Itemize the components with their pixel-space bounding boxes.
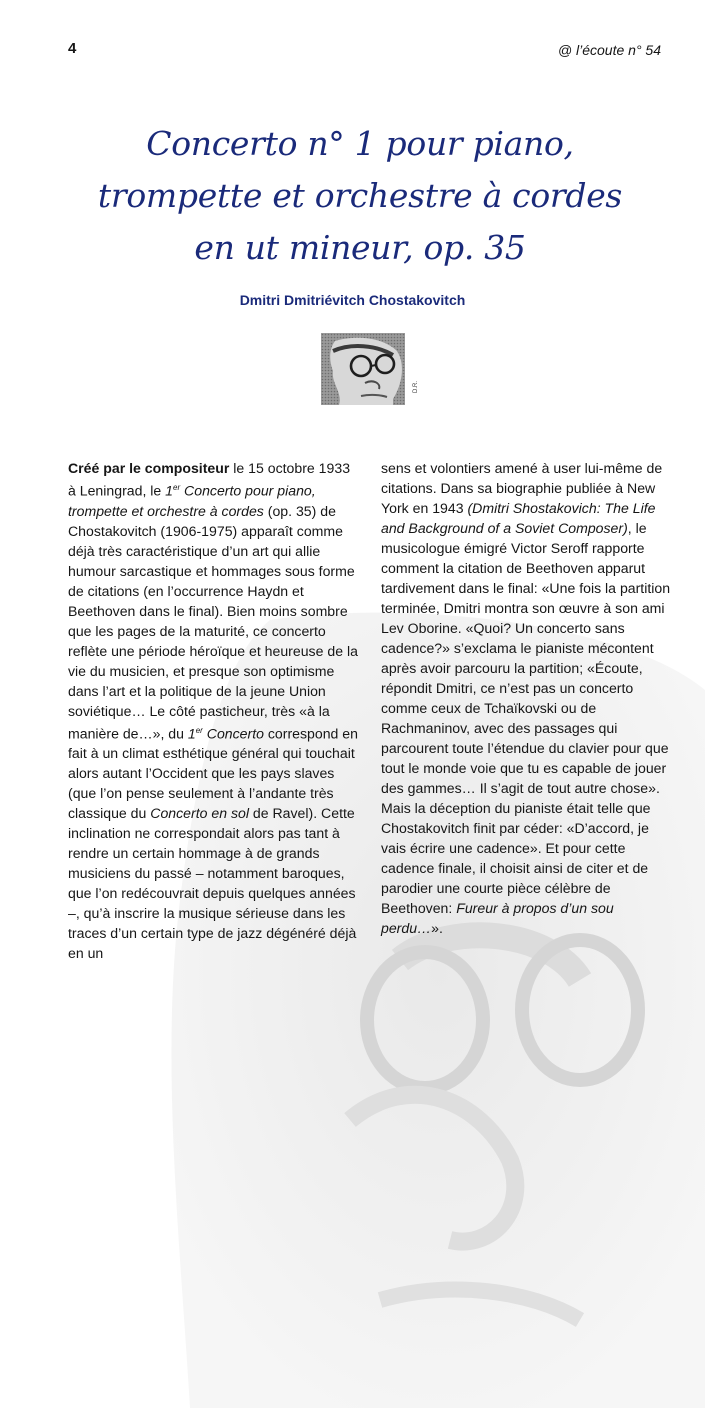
composer-name: Dmitri Dmitriévitch Chostakovitch (239, 292, 466, 308)
body-text: ». (431, 920, 443, 936)
article-paragraph-right (381, 458, 671, 938)
lead-in-text: Créé par le compositeur (68, 460, 230, 476)
article-paragraph-left (68, 458, 358, 963)
title-line-3: en ut mineur, op. 35 (194, 228, 526, 267)
work-title-italic: Concerto en sol (150, 805, 249, 822)
body-text: le 15 octobre 1933 à Leningrad, le (68, 460, 351, 499)
work-title-italic: Concerto pour piano, trompette et orchestre à cordes (68, 482, 316, 519)
ordinal-suffix: er (195, 725, 203, 735)
title-line-1: Concerto n° 1 pour piano, (146, 124, 574, 163)
composer-portrait-photo (321, 333, 405, 405)
ordinal-suffix: er (173, 483, 181, 492)
ordinal-number: 1 (165, 482, 174, 499)
body-text: , le musicologue émigré Victor Seroff rapporte comment la citation de Beethoven apparut tardivement dans le final: «Une fois la partition terminée, Dmitri montra son œuvre à son ami Lev Oborine. «Quoi? Un concerto sans cadence?» s’exclama le pianiste mécontent après avoir parcouru la partition; «Écoute, répondit Dmitri, ce n’est pas un concerto comme ceux de Tchaïkovski ou de Rachmaninov, avec des passages qui parcourent toute l’étendue du clavier pour que tout le monde voie que tu es capable de jouer des gammes… Il s’agit de tout autre chose». Mais la déception du pianiste était telle que Chostakovitch finit par céder: «D’accord, je vais écrire une cadence». Et pour cette cadence finale, il choisit ainsi de citer et de parodier une courte pièce célèbre de Beethoven: (381, 520, 671, 916)
page-title (60, 118, 660, 274)
work-title-italic: Fureur à propos d’un sou perdu… (381, 900, 614, 936)
work-title-italic: Concerto (202, 725, 264, 742)
page-number: 4 (68, 40, 77, 57)
photo-credit: D.R. (413, 381, 419, 393)
issue-label: @ l’écoute n° 54 (557, 42, 661, 58)
article-column-right (381, 458, 671, 938)
body-text: sens et volontiers amené à user lui-même de citations. Dans sa biographie publiée à New York en 1943 (381, 460, 663, 516)
book-title-italic: (Dmitri Shostakovich: The Life and Background of a Soviet Composer) (381, 500, 656, 536)
body-text: correspond en fait à un climat esthétique général qui touchait alors autant l’Occident que les pays slaves (que l’on pense seulement à l’andante très classique du (68, 725, 358, 822)
title-line-2: trompette et orchestre à cordes (97, 176, 623, 215)
ordinal-number: 1 (187, 725, 196, 742)
body-text: de Ravel). Cette inclination ne correspondait alors pas tant à rendre un certain hommage à de grands musiciens du passé – notamment baroques, que l’on redécouvrait depuis quelques années –, qu’à inscrire la musique sérieuse dans les traces d’un certain type de jazz dégénéré déjà en un (68, 805, 357, 962)
article-column-left (68, 458, 358, 963)
body-text: (op. 35) de Chostakovitch (1906-1975) apparaît comme déjà très caractéristique d’un art qui allie humour sarcastique et hommages sous forme de citations (en l’occurrence Haydn et Beethoven dans le final). Bien moins sombre que les pages de la maturité, ce concerto reflète une période héroïque et heureuse de la vie du musicien, et presque son optimisme dans l’art et la politique de la jeune Union soviétique… Le côté pasticheur, très «à la manière de…», du (68, 502, 358, 742)
